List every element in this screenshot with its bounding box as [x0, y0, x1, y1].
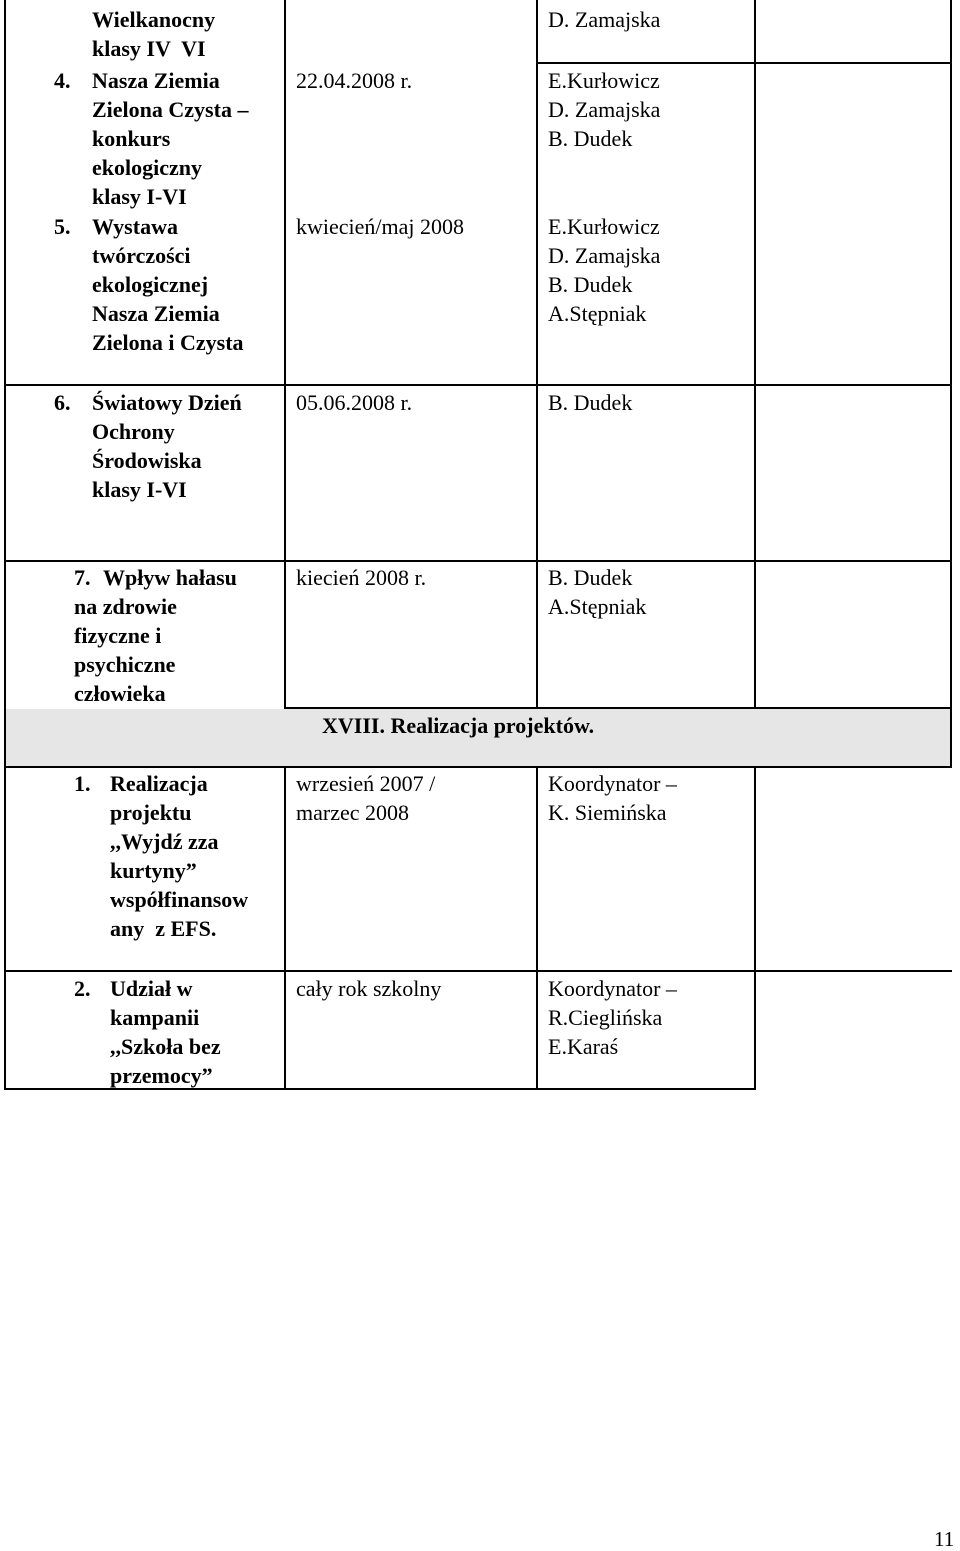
row4-person-2: D. Zamajska	[548, 97, 661, 122]
row5-activity-line-5: Zielona i Czysta	[92, 330, 244, 355]
page-number: 11	[934, 1527, 955, 1551]
row5-person-1: E.Kurłowicz	[548, 214, 660, 239]
row7-activity-line-5: człowieka	[74, 681, 166, 706]
row5-person-2: D. Zamajska	[548, 243, 661, 268]
project2-activity-line-4: przemocy”	[110, 1063, 213, 1088]
row4-person-1: E.Kurłowicz	[548, 68, 660, 93]
row0-activity-line-2: klasy IV VI	[92, 36, 206, 61]
row7-activity-line-4: psychiczne	[74, 652, 176, 677]
rule-col-1b	[284, 766, 286, 1090]
row5-date: kwiecień/maj 2008	[296, 214, 465, 239]
row5-activity-line-1: Wystawa	[92, 214, 178, 239]
project1-number: 1.	[74, 771, 91, 796]
project2-date: cały rok szkolny	[296, 976, 442, 1001]
row4-activity-line-1: Nasza Ziemia	[92, 68, 220, 93]
row7-date: kiecień 2008 r.	[296, 565, 427, 590]
row6-activity-line-4: klasy I-VI	[92, 477, 187, 502]
project1-person-1: Koordynator –	[548, 771, 677, 796]
rule-top-right	[536, 62, 952, 64]
row4-number: 4.	[54, 68, 71, 93]
row5-activity-line-4: Nasza Ziemia	[92, 301, 220, 326]
row4-activity-line-3: konkurs	[92, 126, 171, 151]
project2-person-1: Koordynator –	[548, 976, 677, 1001]
row5-person-3: B. Dudek	[548, 272, 633, 297]
rule-row-6	[4, 384, 952, 386]
row7-person-1: B. Dudek	[548, 565, 633, 590]
section-heading: XVIII. Realizacja projektów.	[322, 713, 595, 738]
row4-activity-line-5: klasy I-VI	[92, 184, 187, 209]
row7-activity-line-2: na zdrowie	[74, 594, 177, 619]
project1-activity-line-6: any z EFS.	[110, 916, 217, 941]
project2-activity-line-3: ,,Szkoła bez	[110, 1034, 221, 1059]
project1-person-2: K. Siemińska	[548, 800, 667, 825]
row4-activity-line-2: Zielona Czysta –	[92, 97, 249, 122]
rule-left-edge	[4, 0, 6, 1090]
project2-number: 2.	[74, 976, 91, 1001]
project1-activity-line-5: współfinansow	[110, 887, 249, 912]
project1-activity-line-3: ,,Wyjdź zza	[110, 829, 219, 854]
project1-date-line-2: marzec 2008	[296, 800, 409, 825]
row7-number: 7.	[74, 565, 91, 590]
row6-person-1: B. Dudek	[548, 390, 633, 415]
rule-col-3b	[754, 766, 756, 1090]
rule-col-3	[754, 0, 756, 709]
project1-activity-line-4: kurtyny”	[110, 858, 197, 883]
row6-date: 05.06.2008 r.	[296, 390, 413, 415]
rule-col-1	[284, 0, 286, 709]
project2-activity-line-1: Udział w	[110, 976, 193, 1001]
row4-person-3: B. Dudek	[548, 126, 633, 151]
row7-person-2: A.Stępniak	[548, 594, 647, 619]
row5-person-4: A.Stępniak	[548, 301, 647, 326]
row6-activity-line-2: Ochrony	[92, 419, 175, 444]
row4-activity-line-4: ekologiczny	[92, 155, 202, 180]
project2-person-2: R.Cieglińska	[548, 1005, 663, 1030]
row5-activity-line-3: ekologicznej	[92, 272, 209, 297]
row7-activity-line-3: fizyczne i	[74, 623, 162, 648]
section-heading-band-left	[6, 709, 284, 766]
project1-activity-line-1: Realizacja	[110, 771, 208, 796]
row5-number: 5.	[54, 214, 71, 239]
project2-person-3: E.Karaś	[548, 1034, 619, 1059]
rule-col-2b	[536, 766, 538, 1090]
row6-number: 6.	[54, 390, 71, 415]
row6-activity-line-1: Światowy Dzień	[92, 390, 242, 415]
project2-activity-line-2: kampanii	[110, 1005, 200, 1030]
rule-row-7	[4, 560, 952, 562]
row7-activity-line-1: Wpływ hałasu	[103, 565, 237, 590]
project1-activity-line-2: projektu	[110, 800, 192, 825]
row6-activity-line-3: Środowiska	[92, 448, 202, 473]
project1-date-line-1: wrzesień 2007 /	[296, 771, 436, 796]
rule-heading-bottom	[4, 766, 952, 768]
row0-activity-line-1: Wielkanocny	[92, 7, 216, 32]
rule-project-2	[4, 970, 952, 972]
row0-person-1: D. Zamajska	[548, 7, 661, 32]
rule-right-edge	[950, 0, 952, 768]
rule-col-2	[536, 0, 538, 709]
row5-activity-line-2: twórczości	[92, 243, 191, 268]
row4-date: 22.04.2008 r.	[296, 68, 413, 93]
